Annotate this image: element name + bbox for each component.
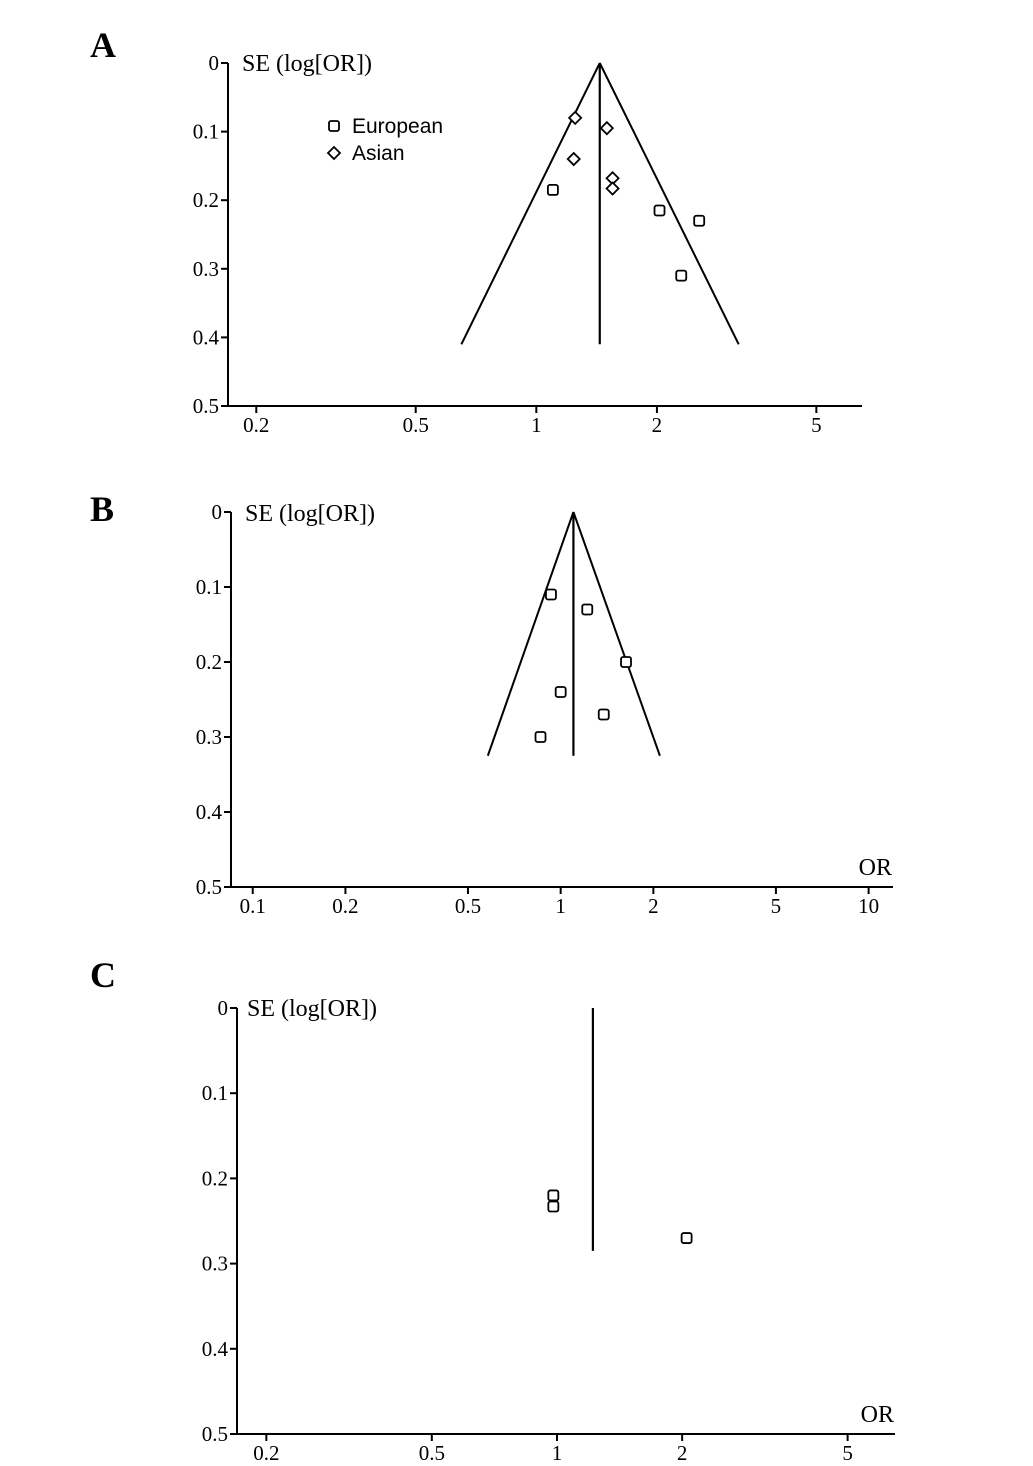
y-tick-label: 0.2: [201, 1166, 228, 1191]
y-tick-label: 0.2: [192, 188, 219, 213]
legend: [328, 115, 443, 165]
y-tick-label: 0.4: [192, 325, 219, 350]
y-tick-label: 0.3: [195, 725, 222, 749]
x-tick-label: 1: [551, 1441, 563, 1465]
study-point-square: [548, 185, 558, 195]
study-point-square: [621, 657, 631, 667]
x-tick-label: 0.1: [239, 894, 266, 918]
study-point-square: [582, 605, 592, 615]
x-tick-label: 5: [811, 413, 822, 437]
x-tick-label: 0.5: [402, 413, 429, 437]
legend-diamond-marker: [328, 147, 340, 159]
y-tick-label: 0.5: [201, 1422, 228, 1446]
y-axis-title: SE (log[OR]): [245, 501, 375, 527]
y-tick-label: 0.2: [195, 650, 222, 674]
x-tick-label: 0.5: [418, 1441, 445, 1465]
funnel-right-line: [600, 63, 739, 344]
y-tick-label: 0.3: [201, 1251, 228, 1276]
x-axis-title: OR: [858, 855, 892, 881]
x-tick-label: 10: [858, 894, 880, 918]
study-point-square: [655, 205, 665, 215]
x-tick-label: 1: [531, 413, 542, 437]
x-tick-label: 5: [770, 894, 782, 918]
study-point-square: [682, 1233, 692, 1243]
y-tick-label: 0.1: [192, 119, 219, 144]
y-tick-label: 0.5: [192, 394, 219, 418]
y-tick-label: 0: [217, 996, 228, 1020]
y-tick-label: 0.5: [195, 875, 222, 899]
x-tick-label: 0.2: [253, 1441, 280, 1465]
funnel-plot-panel-b: [90, 489, 893, 918]
y-tick-label: 0.4: [195, 800, 222, 824]
y-axis-title: SE (log[OR]): [247, 996, 377, 1022]
y-tick-label: 0.1: [195, 575, 222, 599]
panel-label: C: [90, 955, 116, 995]
funnel-left-line: [461, 63, 599, 344]
study-point-square: [548, 1202, 558, 1212]
x-axis-title: OR: [860, 1402, 894, 1428]
y-tick-label: 0: [208, 51, 219, 75]
study-point-square: [676, 271, 686, 281]
y-tick-label: 0.1: [201, 1081, 228, 1106]
panel-label: A: [90, 25, 116, 65]
funnel-right-line: [573, 512, 659, 756]
study-point-diamond: [601, 122, 613, 134]
x-tick-label: 0.2: [332, 894, 359, 918]
funnel-left-line: [488, 512, 574, 756]
study-point-square: [536, 732, 546, 742]
y-axis-title: SE (log[OR]): [242, 51, 372, 77]
funnel-plot-panel-a: [90, 25, 862, 437]
study-point-square: [694, 216, 704, 226]
study-point-square: [556, 687, 566, 697]
legend-square-marker: [329, 121, 339, 131]
y-tick-label: 0.3: [192, 256, 219, 281]
y-tick-label: 0: [211, 500, 222, 524]
y-tick-label: 0.4: [201, 1336, 228, 1361]
study-point-square: [599, 710, 609, 720]
study-point-diamond: [568, 153, 580, 165]
x-tick-label: 2: [676, 1441, 688, 1465]
legend-entry-label: Asian: [352, 142, 405, 165]
study-point-diamond: [607, 183, 619, 195]
study-point-square: [548, 1190, 558, 1200]
panel-label: B: [90, 489, 115, 529]
x-tick-label: 5: [842, 1441, 853, 1465]
funnel-plot-panel-c: [90, 955, 895, 1465]
study-point-square: [546, 590, 556, 600]
x-tick-label: 0.5: [454, 894, 482, 918]
x-tick-label: 0.2: [243, 413, 270, 437]
x-tick-label: 1: [555, 894, 566, 918]
x-tick-label: 2: [648, 894, 659, 918]
legend-entry-label: European: [352, 115, 444, 138]
x-tick-label: 2: [651, 413, 663, 437]
